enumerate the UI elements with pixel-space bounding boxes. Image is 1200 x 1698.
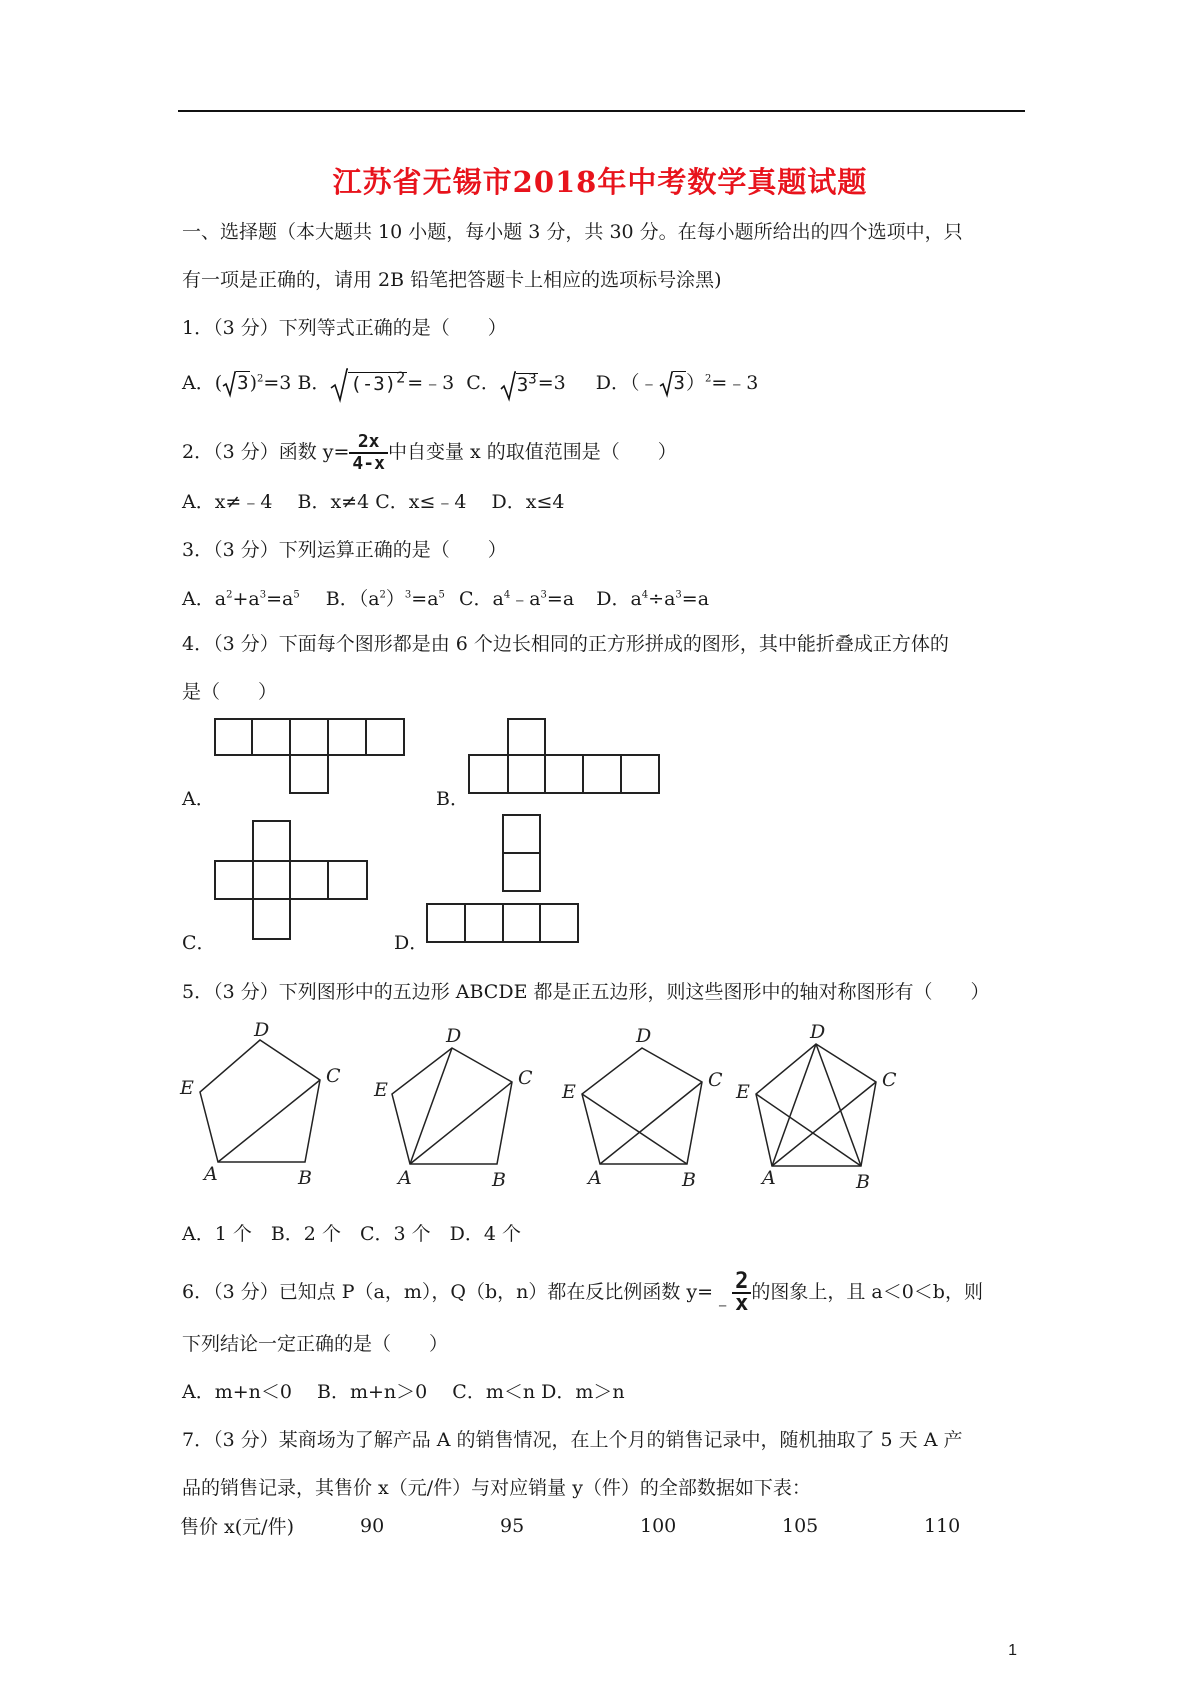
q5-p1-label-d: D [254,1019,270,1041]
q1-c-eq: =3 [537,372,566,395]
q5-stem: 5．（3 分）下列图形中的五边形 ABCDE 都是正五边形，则这些图形中的轴对称图形有（ ） [182,981,990,1003]
q1-b-eq: =﹣3 [407,372,455,395]
q2-options: A．x≠﹣4 B．x≠4 C．x≤﹣4 D．x≤4 [182,491,565,513]
q3-stem: 3．（3 分）下列运算正确的是（ ） [182,539,507,561]
q1-b-prefix: B． [297,372,331,395]
q5-p3-label-c: C [708,1069,723,1091]
q5-pentagon-3 [560,1024,740,1191]
q1-c-prefix: C． [466,372,500,395]
q7-stem-line1: 7．（3 分）某商场为了解产品 A 的销售情况，在上个月的销售记录中，随机抽取了 5 天 A 产 [182,1429,963,1451]
q6-numerator: 2 [732,1272,751,1294]
q5-p1-label-b: B [298,1167,312,1189]
q7-table-cell: 105 [782,1514,819,1537]
q5-p2-label-d: D [446,1025,462,1047]
q1-d-suffix: ） [685,372,705,395]
q6-stem-line2: 下列结论一定正确的是（ ） [182,1333,449,1355]
q5-pentagon-2 [372,1024,552,1191]
q5-p3-label-b: B [682,1169,696,1191]
q1-d-eq: =﹣3 [711,372,759,395]
q7-table-cell: 110 [924,1514,961,1537]
q1-options [182,366,758,402]
q5-p4-label-a: A [762,1167,776,1189]
q4-label-d: D． [394,932,429,954]
q5-p3-label-e: E [562,1081,576,1103]
q4-label-a: A． [182,788,215,810]
q1-stem: 1．（3 分）下列等式正确的是（ ） [182,317,507,339]
page-title: 江苏省无锡市2018年中考数学真题试题 [332,165,868,199]
q5-p2-label-e: E [374,1079,388,1101]
q5-p1-label-a: A [204,1163,218,1185]
q3-options [182,584,709,611]
q7-stem-line2: 品的销售记录，其售价 x（元/件）与对应销量 y（件）的全部数据如下表： [182,1477,811,1499]
section-instruction-line2: 有一项是正确的，请用 2B 铅笔把答题卡上相应的选项标号涂黑) [182,269,722,291]
q7-table-cell: 100 [640,1514,677,1537]
q5-p3-label-a: A [588,1167,602,1189]
q3-option-a: A．$a^2+a^3=a^5$ [182,588,300,611]
q3-option-b: B．$(a^2)^3=a^5$ [325,588,445,611]
q6-neg: ﹣ [713,1293,733,1315]
q1-a-prefix: A．( [182,372,223,395]
q1-b-sup: 2 [396,369,406,387]
q3-option-c: C．$a^4﹣a^3=a$ [458,588,575,611]
q2-fraction [349,432,388,474]
q1-d-radical [659,371,686,397]
q1-a-radicand: 3 [237,372,249,395]
q5-p1-label-c: C [326,1065,341,1087]
q5-p4-label-d: D [810,1021,826,1043]
q5-pentagon-1 [180,1019,360,1189]
q1-b-radical [330,366,407,402]
q6-stem [182,1269,983,1316]
q4-net-c [214,820,370,942]
q4-stem-line1: 4．（3 分）下面每个图形都是由 6 个边长相同的正方形拼成的图形，其中能折叠成正方体的 [182,633,949,655]
q7-table-cell: 90 [360,1514,385,1537]
q6-options: A．m+n＜0 B．m+n＞0 C．m＜n D．m＞n [182,1381,625,1403]
q4-net-a [214,718,406,798]
header-rule [178,110,1025,112]
q2-stem-pre: 2．（3 分）函数 y= [182,441,350,463]
q1-b-radicand: (-3) [350,373,397,396]
q1-option-d [596,372,759,394]
q6-stem-post: 的图象上，且 a＜0＜b，则 [751,1281,983,1303]
q1-a-suffix: ) [249,372,258,395]
q1-c-sup: 3 [528,371,537,388]
q5-p4-label-c: C [882,1069,897,1091]
q5-p4-label-e: E [736,1081,750,1103]
q4-label-b: B． [436,788,469,810]
q4-label-c: C． [182,932,216,954]
q5-p3-label-d: D [636,1025,652,1047]
q2-stem [182,432,677,474]
q5-p4-label-b: B [856,1171,870,1193]
q5-pentagon-4 [736,1021,922,1193]
q1-d-sup: 2 [704,373,712,385]
q1-c-radical [500,368,538,401]
page-number: 1 [1008,1642,1017,1659]
q7-price-table [180,1512,984,1539]
q3-option-d: D．$a^4\div a^3=a$ [596,588,710,611]
q1-c-radicand: 3 [516,373,529,396]
q1-a-eq: =3 [263,372,292,395]
q6-fraction [732,1269,751,1316]
q1-d-radicand: 3 [673,372,685,395]
q1-a-radical [222,371,249,397]
q7-table-header: 售价 x(元/件) [180,1516,294,1538]
q1-d-prefix: D．（﹣ [595,372,659,395]
q5-options: A．1 个 B．2 个 C．3 个 D．4 个 [182,1223,521,1245]
q2-denominator: 4-x [352,453,385,474]
q4-net-b [468,718,660,798]
q5-p2-label-a: A [398,1167,412,1189]
q6-denominator: x [735,1291,749,1316]
q5-p2-label-b: B [492,1169,506,1191]
section-instruction-line1: 一、选择题（本大题共 10 小题，每小题 3 分，共 30 分。在每小题所给出的四个选项中，只 [182,221,963,243]
q1-a-sup: 2 [257,373,264,385]
q1-option-c [466,372,572,394]
q6-stem-pre: 6．（3 分）已知点 P（a，m），Q（b，n）都在反比例函数 y= [182,1281,714,1303]
q2-numerator: 2x [349,432,388,454]
q4-stem-line2: 是（ ） [182,681,278,703]
q7-table-cell: 95 [500,1514,525,1537]
q5-p2-label-c: C [518,1067,533,1089]
q1-option-b [297,369,460,396]
q4-net-d [426,814,582,944]
table-row [180,1512,984,1539]
q5-p1-label-e: E [180,1077,194,1099]
q2-stem-post: 中自变量 x 的取值范围是（ ） [387,441,677,463]
q1-option-a [182,372,297,394]
